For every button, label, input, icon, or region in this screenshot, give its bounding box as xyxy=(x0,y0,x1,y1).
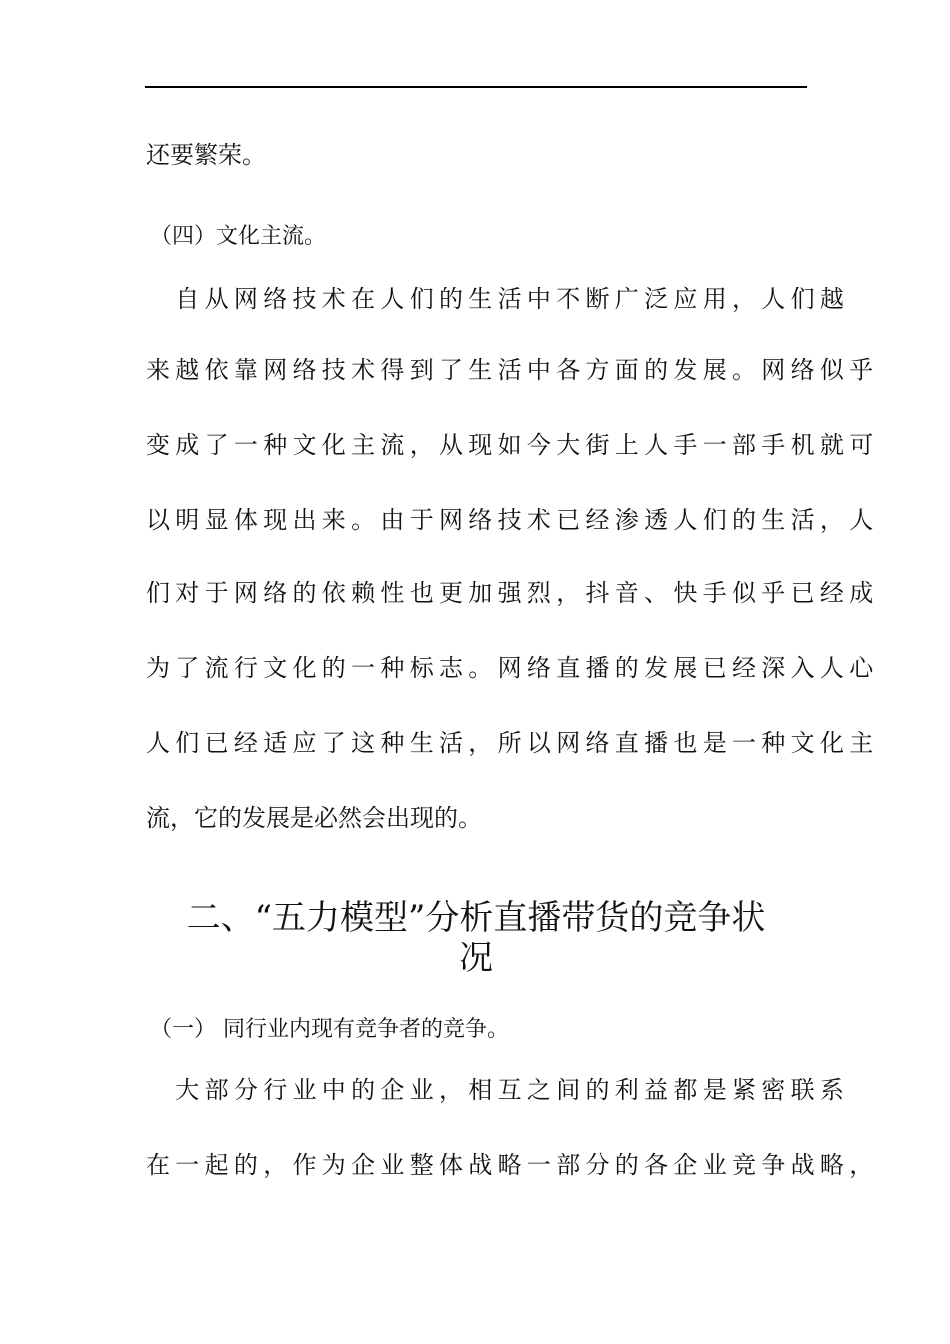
chapter-title-line: 况 xyxy=(459,938,493,978)
paragraph-line: 流，它的发展是必然会出现的。 xyxy=(146,804,482,832)
paragraph-line: 自从网络技术在人们的生活中不断广泛应用，人们越 xyxy=(146,285,850,313)
section-heading-4: （四）文化主流。 xyxy=(150,224,327,249)
paragraph-line: 人们已经适应了这种生活，所以网络直播也是一种文化主 xyxy=(146,729,879,757)
paragraph-line: 大部分行业中的企业，相互之间的利益都是紧密联系 xyxy=(146,1076,850,1104)
paragraph-line: 以明显体现出来。由于网络技术已经渗透人们的生活，人 xyxy=(146,506,879,534)
header-rule xyxy=(145,86,807,88)
chapter-title-line: 二、“五力模型”分析直播带货的竞争状 xyxy=(186,898,766,938)
paragraph-line: 变成了一种文化主流，从现如今大街上人手一部手机就可 xyxy=(146,431,879,459)
section-heading-1: （一） 同行业内现有竞争者的竞争。 xyxy=(150,1017,509,1042)
paragraph-line: 来越依靠网络技术得到了生活中各方面的发展。网络似乎 xyxy=(146,356,879,384)
paragraph-line: 为了流行文化的一种标志。网络直播的发展已经深入人心 xyxy=(146,654,879,682)
paragraph-line: 们对于网络的依赖性也更加强烈，抖音、快手似乎已经成 xyxy=(146,579,879,607)
paragraph-continuation: 还要繁荣。 xyxy=(146,141,266,169)
paragraph-line: 在一起的，作为企业整体战略一部分的各企业竞争战略， xyxy=(146,1151,879,1179)
